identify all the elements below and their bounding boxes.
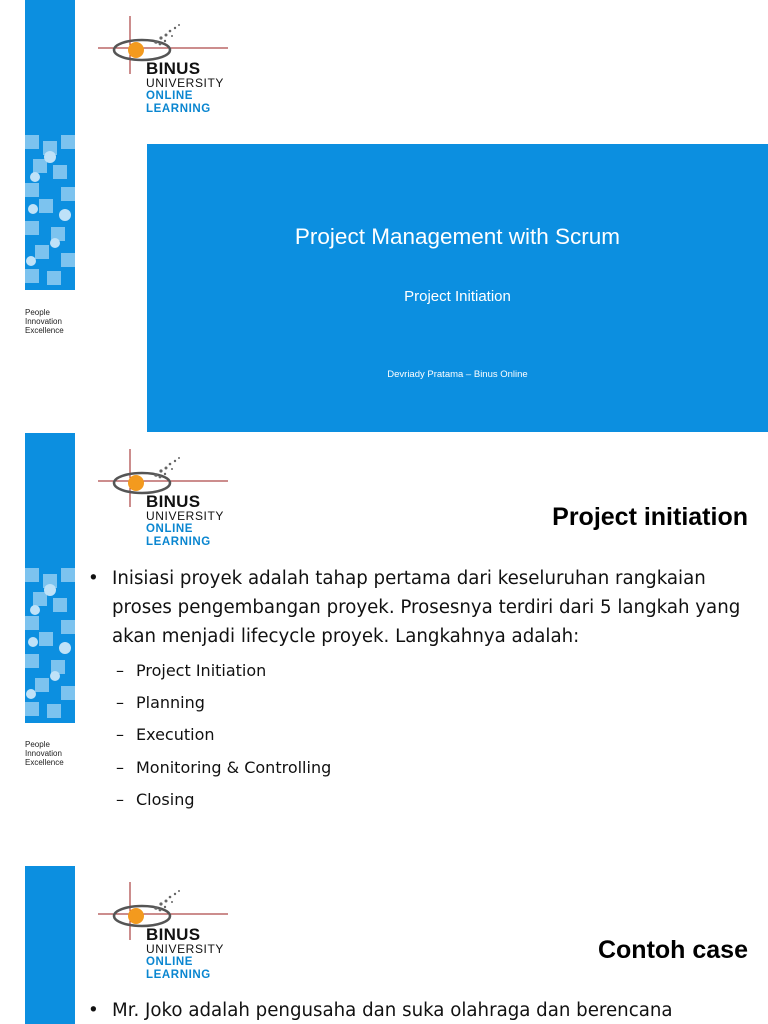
- tagline-innovation: Innovation: [25, 749, 62, 758]
- step-item: [116, 719, 748, 751]
- bullet-text: Inisiasi proyek adalah tahap pertama dari keseluruhan rangkaian proses pengembangan proyek. Prosesnya terdiri dari 5 langkah yang akan menjadi lifecycle proyek. Langkahnya adalah:: [112, 568, 741, 647]
- slide-subtitle: Project Initiation: [404, 288, 511, 305]
- bullet-glyph: •: [88, 568, 99, 589]
- dash-glyph: –: [116, 725, 124, 745]
- step-list: [116, 655, 748, 816]
- logo-learning: LEARNING: [146, 103, 211, 115]
- step-label: Execution: [136, 725, 215, 745]
- title-box: [147, 144, 768, 432]
- bullet-glyph: •: [88, 1000, 99, 1021]
- logo-binus: BINUS: [146, 925, 201, 944]
- side-strip: [25, 0, 75, 290]
- dash-glyph: –: [116, 789, 124, 809]
- dash-glyph: –: [116, 693, 124, 713]
- slide-heading: Project initiation: [552, 503, 748, 531]
- logo-online: ONLINE: [146, 956, 194, 968]
- side-strip: [25, 866, 75, 1024]
- logo-university: UNIVERSITY: [146, 942, 225, 956]
- logo-online: ONLINE: [146, 523, 194, 535]
- dash-glyph: –: [116, 757, 124, 777]
- tagline-excellence: Excellence: [25, 758, 64, 767]
- slide-author: Devriady Pratama – Binus Online: [387, 369, 528, 380]
- strip-pattern: [25, 568, 75, 718]
- slide-title: Project Management with Scrum: [294, 224, 621, 249]
- bullet-item: [88, 996, 748, 1024]
- step-item: [116, 784, 748, 816]
- logo-text: [146, 60, 224, 116]
- step-item: [116, 655, 748, 687]
- logo-learning: LEARNING: [146, 969, 211, 981]
- logo-university: UNIVERSITY: [146, 509, 225, 523]
- strip-pattern: [25, 135, 75, 285]
- step-label: Closing: [136, 789, 195, 809]
- logo-university: UNIVERSITY: [146, 76, 225, 90]
- tagline: [25, 740, 85, 767]
- binus-logo: [98, 449, 248, 557]
- tagline-innovation: Innovation: [25, 317, 62, 326]
- side-strip: [25, 433, 75, 723]
- logo-online: ONLINE: [146, 90, 194, 102]
- bullet-item: [88, 564, 748, 651]
- tagline-excellence: Excellence: [25, 326, 64, 335]
- tagline: [25, 308, 85, 335]
- logo-binus: BINUS: [146, 59, 201, 78]
- step-label: Project Initiation: [136, 661, 267, 680]
- step-item: [116, 687, 748, 719]
- content-slide-case: [0, 866, 768, 1024]
- slide-body: [88, 996, 748, 1024]
- binus-logo: [98, 16, 248, 124]
- title-slide: [0, 0, 768, 432]
- slide-heading: Contoh case: [597, 936, 748, 964]
- content-slide-initiation: [0, 433, 768, 865]
- slide-body: [88, 564, 748, 816]
- binus-logo: [98, 882, 248, 990]
- logo-binus: BINUS: [146, 492, 201, 511]
- tagline-people: People: [25, 308, 50, 317]
- step-label: Planning: [136, 693, 205, 713]
- bullet-text: Mr. Joko adalah pengusaha dan suka olahraga dan berencana: [112, 1000, 673, 1021]
- step-label: Monitoring & Controlling: [136, 757, 332, 777]
- logo-text: [146, 493, 224, 549]
- logo-text: [146, 926, 224, 982]
- logo-learning: LEARNING: [146, 536, 211, 548]
- step-item: [116, 752, 748, 784]
- tagline-people: People: [25, 740, 50, 749]
- dash-glyph: –: [116, 661, 124, 680]
